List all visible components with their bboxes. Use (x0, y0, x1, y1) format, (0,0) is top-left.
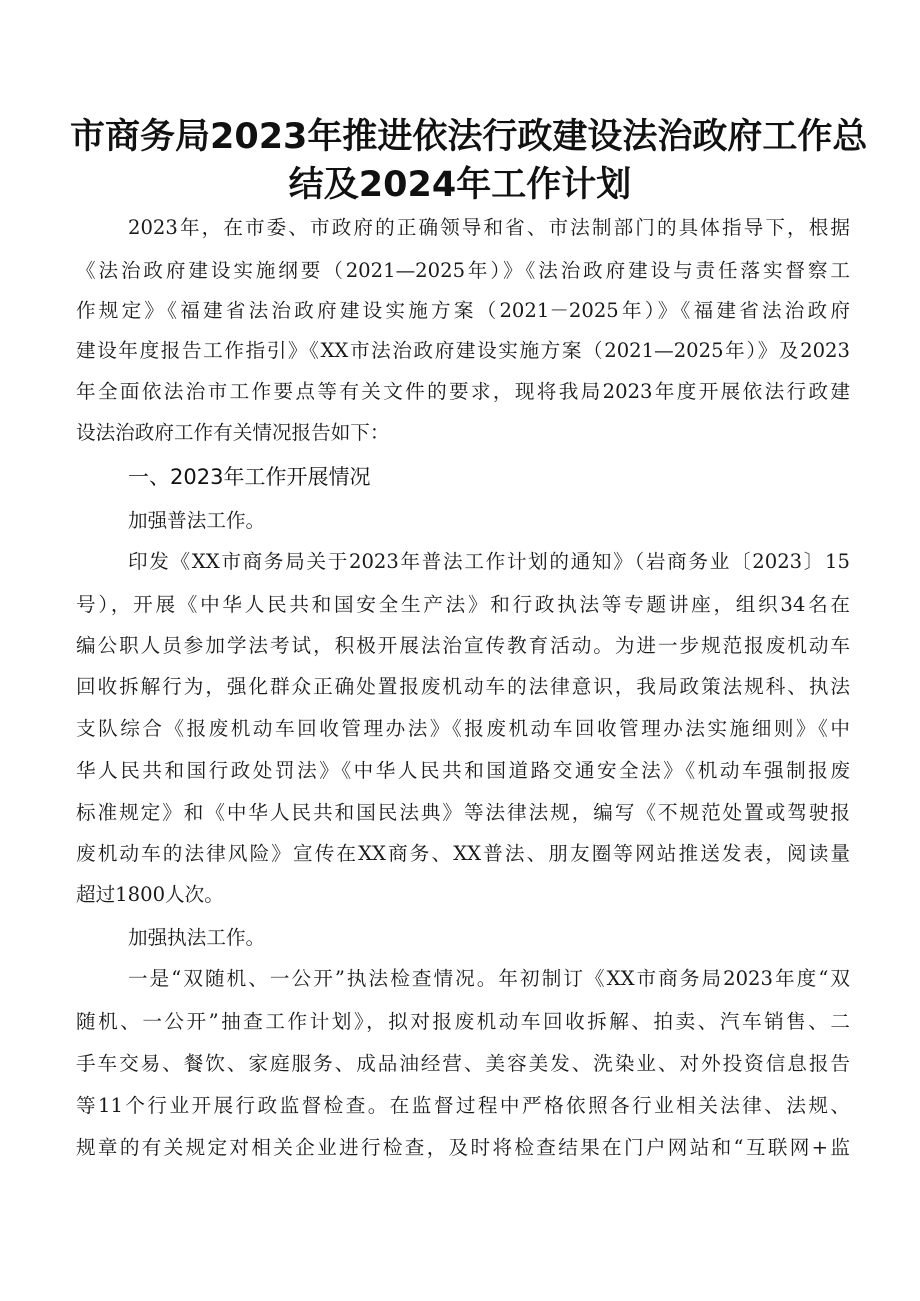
body-line: 编公职人员参加学法考试，积极开展法治宣传教育活动。为进一步规范报废机动车 (76, 634, 850, 657)
body-line: 号），开展《中华人民共和国安全生产法》和行政执法等专题讲座，组织34名在 (76, 593, 850, 616)
body-line: 一是“双随机、一公开”执法检查情况。年初制订《XX市商务局2023年度“双 (128, 967, 850, 990)
section-heading: 一、2023年工作开展情况 (128, 465, 371, 489)
intro-line: 设法治政府工作有关情况报告如下： (76, 421, 390, 444)
body-line: 回收拆解行为，强化群众正确处置报废机动车的法律意识，我局政策法规科、执法 (76, 675, 850, 698)
intro-line: 年全面依法治市工作要点等有关文件的要求，现将我局2023年度开展依法行政建 (76, 380, 850, 403)
body-line: 规章的有关规定对相关企业进行检查，及时将检查结果在门户网站和“互联网+监 (76, 1136, 850, 1159)
body-line: 印发《XX市商务局关于2023年普法工作计划的通知》（岩商务业〔2023〕15 (128, 550, 850, 573)
subsection-label: 加强执法工作。 (128, 926, 266, 949)
body-line: 标准规定》和《中华人民共和国民法典》等法律法规，编写《不规范处置或驾驶报 (76, 801, 850, 824)
body-line: 支队综合《报废机动车回收管理办法》《报废机动车回收管理办法实施细则》《中 (76, 717, 850, 740)
intro-line: 2023年，在市委、市政府的正确领导和省、市法制部门的具体指导下，根据 (128, 216, 850, 239)
body-line: 废机动车的法律风险》宣传在XX商务、XX普法、朋友圈等网站推送发表，阅读量 (76, 842, 850, 865)
intro-line: 《法治政府建设实施纲要（2021—2025年）》《法治政府建设与责任落实督察工 (76, 259, 850, 282)
body-line: 华人民共和国行政处罚法》《中华人民共和国道路交通安全法》《机动车强制报废 (76, 759, 850, 782)
document-title-line-2: 结及2024年工作计划 (288, 165, 632, 205)
body-line: 随机、一公开”抽查工作计划》，拟对报废机动车回收拆解、拍卖、汽车销售、二 (76, 1010, 850, 1033)
body-line: 等11个行业开展行政监督检查。在监督过程中严格依照各行业相关法律、法规、 (76, 1094, 850, 1117)
subsection-label: 加强普法工作。 (128, 509, 266, 532)
body-line: 手车交易、餐饮、家庭服务、成品油经营、美容美发、洗染业、对外投资信息报告 (76, 1052, 850, 1075)
intro-line: 建设年度报告工作指引》《XX市法治政府建设实施方案（2021—2025年）》及2023 (76, 339, 850, 362)
intro-line: 作规定》《福建省法治政府建设实施方案（2021－2025年）》《福建省法治政府 (76, 299, 851, 322)
document-title-line-1: 市商务局2023年推进依法行政建设法治政府工作总 (70, 117, 868, 157)
body-line: 超过1800人次。 (76, 883, 224, 906)
